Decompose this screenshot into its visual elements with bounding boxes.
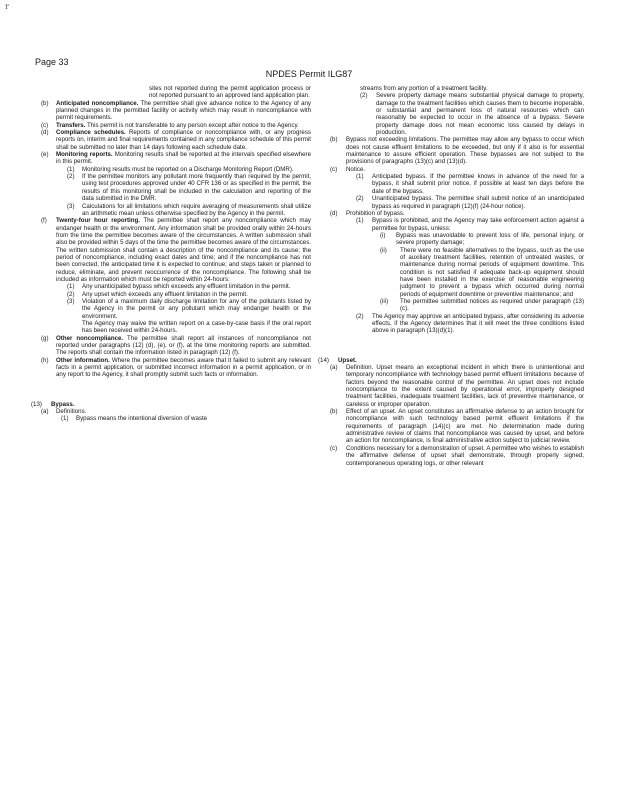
item-text: The permittee submitted notices as required under paragraph (13)(c). [400,297,584,313]
item-text: The permittee shall report any noncompliance which may endanger health or the environment. Any information shall be provided orally within 24-hours from the time the permittee becomes aware of the circumstances. A written submission shall also be provided within 5 days of the time the permittee becomes aware of the circumstances. The written submission shall contain a description of the noncompliance and its cause; the period of noncompliance, including exact dates and time; and if the noncompliance has not been corrected, the anticipated time it is expected to continue; and steps taken or planned to reduce, eliminate, and prevent reoccurrence of the noncompliance. The following shall be included as information which must be reported within 24-hours: [56,217,311,283]
item-text: Notice. [346,165,366,173]
item-label: (2) [356,195,364,203]
item-label: (3) [67,202,75,210]
item-text: The Agency may waive the written report on a case-by-case basis if the oral report has been received within 24-hours. [82,320,311,335]
item-text: Bypass is prohibited, and the Agency may take enforcement action against a permittee for bypass, unless: [372,217,584,232]
paragraph [318,136,584,165]
paragraph [318,217,584,232]
item-text: Bypass not exceeding limitations. The permittee may allow any bypass to occur which does not cause effluent limitations to be exceeded, but only if it also is for essential maintenance to assure efficient operation. These bypasses are not subject to the provisions of paragraphs (13)(c) and (13)(d). [346,136,584,166]
item-label: (1) [61,415,69,423]
paragraph [318,173,584,195]
paragraph [318,232,584,247]
item-label: (f) [41,217,47,225]
item-heading: Twenty-four hour reporting. [56,217,140,225]
paragraph [31,151,311,166]
item-label: (b) [41,99,49,107]
item-label: (b) [330,408,338,416]
paragraph [318,166,584,173]
paragraph [31,298,311,320]
item-label: (a) [41,408,49,416]
item-text: Bypass was unavoidable to prevent loss of life, personal injury, or severe property damage; [396,231,584,247]
item-text: Definitions. [56,408,87,416]
item-label: (2) [360,92,368,100]
item-label: (e) [41,151,49,159]
paragraph [31,320,311,335]
paragraph [318,445,584,467]
item-heading: Monitoring reports. [56,151,113,159]
item-heading: Other noncompliance. [56,334,124,342]
item-label: (2) [67,290,75,298]
item-text: Anticipated bypass. If the permittee knows in advance of the need for a bypass, it shall submit prior notice, if possible at least ten days before the date of the bypass. [372,173,584,195]
item-label: (3) [67,297,75,305]
item-text: Definition. Upset means an exceptional incident in which there is unintentional and temporary noncompliance with technology based permit effluent limitations because of factors beyond the reasonable control of the permittee. An upset does not include noncompliance to the extent caused by operational error, improperly designed treatment facilities, inadequate treatment facilities, lack of preventive maintenance, or careless or improper operation. [346,364,584,408]
item-label: (2) [67,173,75,181]
paragraph [31,335,311,357]
paragraph [318,92,584,136]
paragraph [31,401,311,408]
item-label: (g) [41,334,49,342]
item-label: (h) [41,356,49,364]
right-column [318,85,584,467]
item-text: Calculations for all limitations which require averaging of measurements shall utilize an arithmetic mean unless otherwise specified by the Agency in the permit. [82,202,311,217]
item-text: Where the permittee becomes aware that it failed to submit any relevant facts in a permit application, or submitted incorrect information in a permit application, or in any report to the Agency, it shall promptly submit such facts or information. [56,356,311,379]
item-label: (d) [41,129,49,137]
item-text: Conditions necessary for a demonstration of upset. A permittee who wishes to establish the affirmative defense of upset shall demonstrate, through properly signed, contemporaneous operating logs, or other relevant [346,444,584,467]
paragraph [318,195,584,210]
paragraph [31,217,311,283]
item-text: Any upset which exceeds any effluent limitation in the permit. [82,290,248,298]
item-heading: Other information. [56,356,110,364]
section-gap [318,335,584,357]
item-text: Reports of compliance or noncompliance with, or any progress reports on, interim and final requirements contained in any compliance schedule of this permit shall be submitted no later than 14 days following each schedule date. [56,129,311,151]
paragraph [31,173,311,202]
item-text: This permit is not transferable to any person except after notice to the Agency. [86,121,299,129]
paragraph [31,129,311,151]
item-label: (1) [67,283,75,291]
item-text: sites not reported during the permit application process or not reported pursuant to an approved land application plan. [149,85,311,100]
paragraph [318,364,584,408]
item-text: Prohibition of bypass. [346,209,405,217]
paragraph [31,166,311,173]
item-label: (c) [41,121,49,129]
paragraph [31,122,311,129]
item-label: (1) [356,217,364,225]
item-label: (a) [330,364,338,372]
item-text: Bypass means the intentional diversion of waste [76,415,208,423]
item-heading: Transfers. [56,121,86,129]
left-column [31,85,311,423]
page-number: Page 33 [35,57,69,67]
item-text: Effect of an upset. An upset constitutes an affirmative defense to an action brought for noncompliance with such technology based permit effluent limitations if the requirements of paragraph (14)(c) are met. No determination made during administrative review of claims that noncompliance was caused by upset, and before an action for noncompliance, is final administrative action subject to judicial review. [346,408,584,445]
item-label: (c) [330,165,338,173]
item-label: (1) [67,165,75,173]
paragraph [318,210,584,217]
item-heading: Compliance schedules. [56,129,126,137]
paragraph [31,203,311,218]
item-heading: Bypass. [51,400,75,408]
paragraph [318,85,584,92]
item-text: There were no feasible alternatives to the bypass, such as the use of auxiliary treatment facilities, retention of untreated wastes, or maintenance during normal periods of equipment downtime. This condition is not satisfied if adequate back-up equipment should have been installed in the exercise of reasonable engineering judgment to prevent a bypass which occurred during normal periods of equipment downtime or preventive maintenance; and [400,246,584,298]
item-text: streams from any portion of a treatment facility. [360,85,488,92]
paragraph [31,408,311,415]
paragraph [318,357,584,364]
permit-title: NPDES Permit ILG87 [265,69,353,79]
section-gap [31,379,311,401]
item-label: (c) [330,444,338,452]
paragraph [31,415,311,422]
item-label: (ii) [380,246,387,254]
item-label: (14) [318,356,329,364]
item-label: (iii) [380,297,389,305]
paragraph [318,313,584,335]
paragraph [318,298,584,313]
item-label: (1) [356,173,364,181]
item-text: The permittee shall report all instances of noncompliance not reported under paragraphs (12) (d), (e), or (f), at the time monitoring reports are submitted. The reports shall contain the information listed in paragraph (12) (f). [56,334,312,357]
item-label: (b) [330,136,338,144]
paragraph [318,408,584,445]
item-heading: Anticipated noncompliance. [56,99,139,107]
paragraph [31,357,311,379]
paragraph [31,85,311,100]
page-mark: r [5,2,9,11]
item-text: If the permittee monitors any pollutant more frequently than required by the permit, using test procedures approved under 40 CFR 136 or as specified in the permit, the results of this monitoring shall be included in the calculation and reporting of the data submitted in the DMR. [82,173,311,203]
item-text: Violation of a maximum daily discharge limitation for any of the pollutants listed by the Agency in the permit or any pollutant which may endanger health or the environment. [82,297,311,320]
item-text: Unanticipated bypass. The permittee shall submit notice of an unanticipated bypass as required in paragraph (12)(f) (24-hour notice). [372,195,584,210]
item-text: The Agency may approve an anticipated bypass, after considering its adverse effects, if the Agency determines that it will meet the three conditions listed above in paragraph (13)(d)(1). [372,312,584,335]
item-text: Severe property damage means substantial physical damage to property, damage to the treatment facilities which causes them to become inoperable, or substantial and permanent loss of natural resources which can reasonably be expected to occur in the absence of a bypass. Severe property damage does not mean economic loss caused by delays in production. [376,92,584,137]
item-heading: Upset. [338,356,357,364]
item-label: (2) [356,312,364,320]
item-label: (13) [31,400,42,408]
paragraph [318,247,584,298]
paragraph [31,291,311,298]
paragraph [31,283,311,290]
item-label: (d) [330,209,338,217]
item-text: Monitoring results shall be reported at the intervals specified elsewhere in this permit. [56,151,311,166]
item-label: (i) [380,231,386,239]
item-text: The permittee shall give advance notice to the Agency of any planned changes in the permitted facility or activity which may result in noncompliance with permit requirements. [56,99,311,122]
paragraph [31,100,311,122]
item-text: Monitoring results must be reported on a Discharge Monitoring Report (DMR). [82,165,294,173]
item-text: Any unanticipated bypass which exceeds any effluent limitation in the permit. [82,283,291,291]
